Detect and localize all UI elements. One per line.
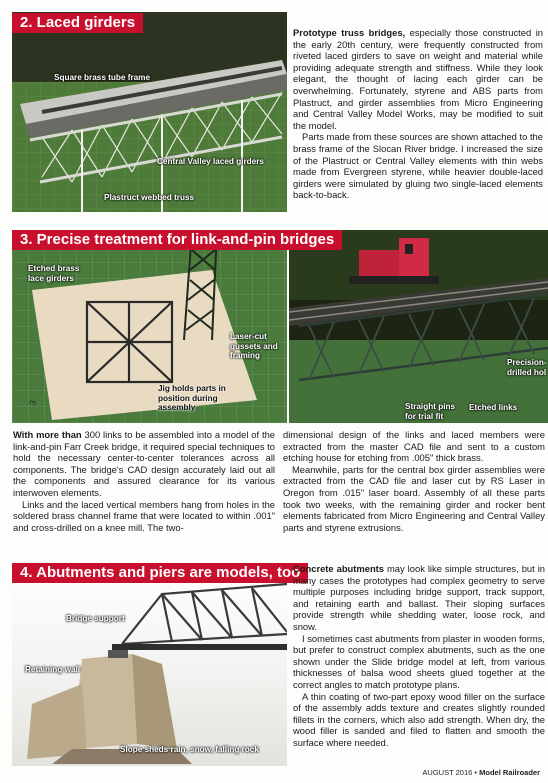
footer-magazine: Model Railroader xyxy=(479,768,540,777)
laced-girders-illustration xyxy=(12,12,287,212)
caption-bridge-support: Bridge support xyxy=(66,614,125,623)
link-and-pin-jig-photo xyxy=(12,230,287,423)
page-footer xyxy=(422,768,540,777)
caption-jig: Jig holds parts in position during assembly xyxy=(158,384,226,412)
link-and-pin-bridge-photo xyxy=(289,230,548,423)
section-3-left-para-1: 300 links to be assembled into a model of the link-and-pin Farr Creek bridge, it required special techniques to hold the necessary center-to-center tolerances across all components. The bridge's CAD design accurately laid out all the components and assured clearance for its various interwoven elements. xyxy=(13,429,276,498)
laced-girders-photo xyxy=(12,12,287,212)
section-3-title: 3. Precise treatment for link-and-pin bridges xyxy=(12,230,342,250)
section-2-para-2: Parts made from these sources are shown attached to the brass frame of the Slocan River bridge. I increased the size of the Plastruct or Central Valley elements with thin webs made from Evergreen styrene, while heavier double-laced girders were simulated by gluing two single-laced elements back-to-back. xyxy=(293,131,543,201)
caption-precision-drilled: Precision- drilled hol xyxy=(507,358,547,377)
section-3-body-left xyxy=(13,429,275,533)
section-2-title: 2. Laced girders xyxy=(12,13,143,33)
caption-etched-links: Etched links xyxy=(469,403,518,412)
section-4-para-3: A thin coating of two-part epoxy wood filler on the surface of the assembly adds texture and creates slightly rounded fillets in the corners, which also add strength. When dry, the wood filler is sanded and filed to flatten and smooth the surface where needed. xyxy=(293,690,545,748)
section-3-right-para-1: dimensional design of the links and laced members were extracted from the master CAD file and sent to a custom etching house for etching from .005" thick brass. xyxy=(283,429,545,464)
section-4-para-2: I sometimes cast abutments from plaster in wooden forms, but prefer to construct complex abutments, such as the one shown under the Slide bridge model at left, from various thicknesses of balsa wood sheets glued together at the correct angles to match prototype plans. xyxy=(293,632,545,690)
caption-slope: Slope sheds rain, snow, falling rock xyxy=(120,745,259,754)
caption-etched-lace: Etched brass lace girders xyxy=(28,264,80,283)
jig-illustration xyxy=(12,230,287,423)
section-2-para-1: especially those constructed in the early 20th century, were frequently constructed from riveted laced girders to save on weight and material while providing adequate strength and stiffness. While they look elegant, the thought of lacing each girder can be overwhelming. Fortunately, styrene and ABS parts from Plastruct, and girder assemblies from Micro Engineering and Central Valley Model Works, may be modified to suit the model. xyxy=(293,27,543,131)
bridge-locomotive-illustration xyxy=(289,230,548,423)
svg-text:3: 3 xyxy=(27,399,38,407)
footer-date: AUGUST 2016 xyxy=(422,768,473,777)
section-4-para-1: may look like simple structures, but in many cases the prototypes had complex geometry to serve multiple purposes including bridge support, track support, and retaining earth and ballast. Their sloping surfaces provide strength while shedding water, loose rock, and snow. xyxy=(293,563,545,632)
caption-tube-frame: Square brass tube frame xyxy=(54,73,151,82)
section-4-lead: Concrete abutments xyxy=(293,563,385,574)
caption-plastruct: Plastruct webbed truss xyxy=(104,193,195,202)
section-2-body xyxy=(293,27,543,201)
abutment-photo xyxy=(12,564,287,766)
caption-straight-pins: Straight pins for trial fit xyxy=(405,402,456,421)
caption-laser-cut: Laser-cut gussets and framing xyxy=(230,332,278,360)
section-3-right-para-2: Meanwhile, parts for the central box girder assemblies were extracted from the CAD file and laser cut by RS Laser in Oregon from .015" laser board. Assembly of all these parts took two weeks, with the remaining girder and rocker bent elements fabricated from Micro Engineering and Central Valley parts and styrene extrusions. xyxy=(283,463,545,533)
caption-central-valley: Central Valley laced girders xyxy=(157,157,264,166)
section-4-body xyxy=(293,563,545,749)
footer-bullet: • xyxy=(474,768,478,777)
section-2-lead: Prototype truss bridges, xyxy=(293,27,406,38)
section-3-left-para-2: Links and the laced vertical members hang from holes in the soldered brass channel frame that were located to within .001" and cross-drilled on a knee mill. The two- xyxy=(13,498,275,533)
caption-retaining-wall: Retaining wall xyxy=(25,665,81,674)
section-3-lead: With more than xyxy=(13,429,82,440)
section-4-title: 4. Abutments and piers are models, too xyxy=(12,563,308,583)
section-3-body-right xyxy=(283,429,545,533)
